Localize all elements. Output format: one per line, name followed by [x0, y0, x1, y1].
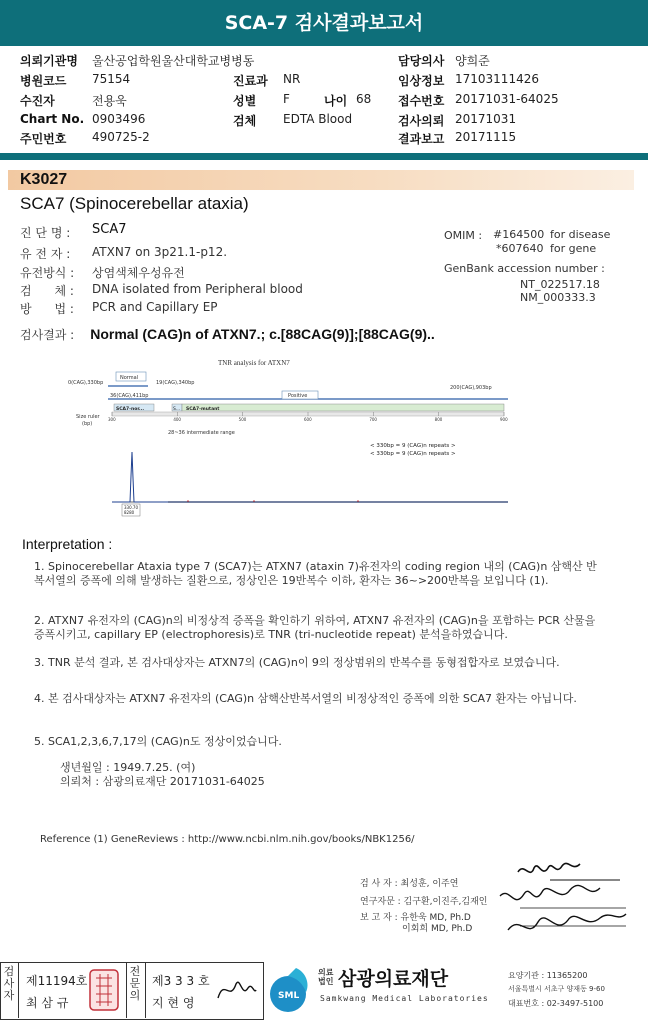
- interpretation-4: 4. 본 검사대상자는 ATXN7 유전자의 (CAG)n 삼핵산반복서열의 비정상적인 증폭에 의한 SCA7 환자는 아닙니다.: [34, 692, 577, 705]
- trace-marker-2: [253, 500, 255, 502]
- method-value: PCR and Capillary EP: [92, 300, 218, 314]
- rrn-label: 주민번호: [20, 132, 67, 146]
- license-v2-label: 전 문 의: [129, 965, 141, 1002]
- chart-label: Chart No.: [20, 112, 85, 126]
- sml-logo-text: SML: [278, 991, 300, 1001]
- specimen-value: EDTA Blood: [283, 112, 353, 126]
- handwritten-signatures: [490, 850, 638, 950]
- signature-1: [518, 863, 580, 872]
- sml-logo: [266, 964, 312, 1016]
- figure-title: TNR analysis for ATXN7: [218, 359, 290, 367]
- report-value: 20171115: [455, 130, 517, 144]
- interpretation-2: 2. ATXN7 유전자의 (CAG)n의 비정상적 증폭을 확인하기 위하여, ATXN7 유전자의 (CAG)n을 포함하는 PCR 산물을 증폭시키고, capillary EP (electrophoresis)로 TNR (tri-nucleotide repeat) 분석을하였습니다.: [34, 614, 596, 641]
- trace-peak: [112, 452, 188, 502]
- genbank-id-2: NM_000333.3: [520, 291, 596, 304]
- contact-2: 서울특별시 서초구 양재동 9-60: [508, 985, 605, 993]
- ruler-tick-label: 900: [500, 417, 508, 422]
- test-code-bar: [8, 170, 634, 190]
- ruler-tick-label: 400: [173, 417, 181, 422]
- report-label: 결과보고: [398, 132, 445, 146]
- omim-disease-note: for disease: [550, 228, 611, 241]
- sca7-intermediate-label: S...: [173, 407, 181, 412]
- omim-disease-id: #164500: [493, 228, 545, 241]
- patient-value: 전용욱: [92, 94, 127, 108]
- ruler-tick-label: 500: [238, 417, 247, 422]
- clinical-label: 임상정보: [398, 74, 445, 88]
- sex-label: 성별: [233, 94, 257, 108]
- signature-2: [500, 885, 600, 899]
- license-signature: [214, 972, 258, 1008]
- license-name-1: 최 삼 규: [26, 996, 69, 1010]
- institution-label: 의뢰기관명: [20, 54, 78, 68]
- ref-label-1: 0(CAG),330bp: [68, 380, 104, 386]
- omim-gene-id: *607640: [496, 242, 544, 255]
- report-title: SCA-7 검사결과보고서: [0, 0, 648, 46]
- chart-value: 0903496: [92, 112, 146, 126]
- signer-reporter: 보 고 자 : 유한욱 MD, Ph.D: [360, 913, 471, 923]
- trace-marker-3: [357, 500, 359, 502]
- interpretation-3: 3. TNR 분석 결과, 본 검사대상자는 ATXN7의 (CAG)n이 9의 정상범위의 반복수를 동형접합자로 보였습니다.: [34, 656, 560, 669]
- age-label: 나이: [324, 94, 348, 108]
- header-divider: [0, 153, 648, 160]
- institution-value: 울산공업학원울산대학교병병동: [92, 54, 255, 68]
- repeat-call-2: < 330bp = 9 (CAG)n repeats >: [370, 451, 456, 457]
- hospital-code-value: 75154: [92, 72, 131, 86]
- size-ruler-unit: (bp): [82, 421, 93, 427]
- specimen-method-value: DNA isolated from Peripheral blood: [92, 282, 303, 296]
- test-code: K3027: [20, 171, 68, 188]
- interpretation-title: Interpretation :: [22, 536, 113, 552]
- doctor-label: 담당의사: [398, 54, 445, 68]
- reference: Reference (1) GeneReviews : http://www.ncbi.nlm.nih.gov/books/NBK1256/: [40, 834, 415, 845]
- size-ruler-label: Size ruler: [76, 414, 100, 420]
- genbank-label: GenBank accession number :: [444, 262, 605, 275]
- sca7-mutant-box: [182, 404, 504, 411]
- request-source: 의뢰처 : 삼광의료재단 20171031-64025: [60, 775, 265, 788]
- method-label: 방 법 :: [20, 302, 74, 316]
- tnr-figure: [68, 356, 518, 522]
- ruler-tick-label: 600: [304, 417, 312, 422]
- omim-label: OMIM :: [444, 229, 483, 242]
- receipt-value: 20171031-64025: [455, 92, 559, 106]
- signer-researcher: 연구자문 : 김구환,이진주,김재인: [360, 897, 488, 907]
- normal-label: Normal: [120, 375, 139, 381]
- license-signature-stroke: [218, 982, 256, 998]
- omim-gene-note: for gene: [550, 242, 597, 255]
- signature-3: [508, 914, 626, 930]
- ref-label-2: 19(CAG),340bp: [156, 380, 195, 386]
- sca7-normal-label: SCA7-nor...: [116, 407, 145, 412]
- ref-label-4: 200(CAG),903bp: [450, 385, 492, 391]
- diag-value: SCA7: [92, 222, 127, 237]
- seal-stamp: [88, 968, 120, 1012]
- inherit-label: 유전방식 :: [20, 266, 75, 280]
- test-result: [20, 326, 435, 343]
- specimen-method-label: 검 체 :: [20, 284, 74, 298]
- repeat-call-1: < 330bp = 9 (CAG)n repeats >: [370, 443, 456, 449]
- org-name: 삼광의료재단: [338, 968, 449, 990]
- sex-value: F: [283, 92, 290, 106]
- hospital-code-label: 병원코드: [20, 74, 67, 88]
- result-value: Normal (CAG)n of ATXN7.; c.[88CAG(9)];[88CAG(9)..: [90, 326, 435, 342]
- ruler-tick-label: 300: [108, 417, 116, 422]
- patient-label: 수진자: [20, 94, 55, 108]
- license-name-2: 지 현 영: [152, 996, 195, 1010]
- gene-value: ATXN7 on 3p21.1-p12.: [92, 245, 228, 259]
- interpretation-1: 1. Spinocerebellar Ataxia type 7 (SCA7)는 ATXN7 (ataxin 7)유전자의 coding region 내의 (CAG)n 삼핵산 반복서열의 증폭에 의해 발생하는 질환으로, 정상인은 19반복수 이하, 환자는 36~>200반복을 보입니다 (1).: [34, 560, 597, 587]
- inherit-value: 상염색체우성유전: [92, 266, 185, 280]
- gene-label: 유 전 자 :: [20, 247, 71, 261]
- contact-1: 요양기관 : 11365200: [508, 971, 588, 980]
- disease-title: SCA7 (Spinocerebellar ataxia): [20, 194, 249, 213]
- doctor-value: 양희준: [455, 54, 490, 68]
- request-label: 검사의뢰: [398, 114, 445, 128]
- dept-value: NR: [283, 72, 301, 86]
- license-num-2: 제3 3 3 호: [152, 974, 210, 988]
- result-label: 검사결과 :: [20, 328, 75, 342]
- request-value: 20171031: [455, 112, 517, 126]
- intermediate-range-label: 28~36 intermediate range: [168, 430, 235, 436]
- license-v1-label: 검 사 자: [3, 965, 15, 1002]
- trace-marker-1: [187, 500, 189, 502]
- peak-label-1: 330.70: [124, 505, 138, 510]
- patient-info: [0, 46, 648, 154]
- seal-border: [90, 970, 118, 1010]
- birth-date: 생년월일 : 1949.7.25. (여): [60, 761, 196, 774]
- contact-3: 대표번호 : 02-3497-5100: [508, 999, 604, 1008]
- rrn-value: 490725-2: [92, 130, 150, 144]
- dept-label: 진료과: [233, 74, 268, 88]
- sca7-mutant-label: SCA7-mutant: [186, 407, 220, 412]
- signer-reporter-2: 이회희 MD, Ph.D: [402, 924, 473, 934]
- signer-tester: 검 사 자 : 최성훈, 이주연: [360, 879, 459, 889]
- genbank-id-1: NT_022517.18: [520, 278, 600, 291]
- diag-label: 진 단 명 :: [20, 226, 71, 240]
- ref-label-3: 36(CAG),411bp: [110, 393, 149, 399]
- footer: [0, 958, 648, 1024]
- clinical-value: 17103111426: [455, 72, 539, 86]
- org-type: 의료 법인: [318, 968, 334, 986]
- org-name-en: Samkwang Medical Laboratories: [320, 994, 489, 1003]
- specimen-label: 검체: [233, 114, 257, 128]
- age-value: 68: [356, 92, 372, 106]
- receipt-label: 접수번호: [398, 94, 445, 108]
- positive-label: Positive: [288, 393, 308, 399]
- peak-label-2: 8280: [124, 510, 135, 515]
- interpretation-5: 5. SCA1,2,3,6,7,17의 (CAG)n도 정상이었습니다.: [34, 735, 282, 748]
- ruler-tick-label: 800: [434, 417, 443, 422]
- ruler-tick-label: 700: [369, 417, 377, 422]
- license-num-1: 제11194호: [26, 974, 88, 988]
